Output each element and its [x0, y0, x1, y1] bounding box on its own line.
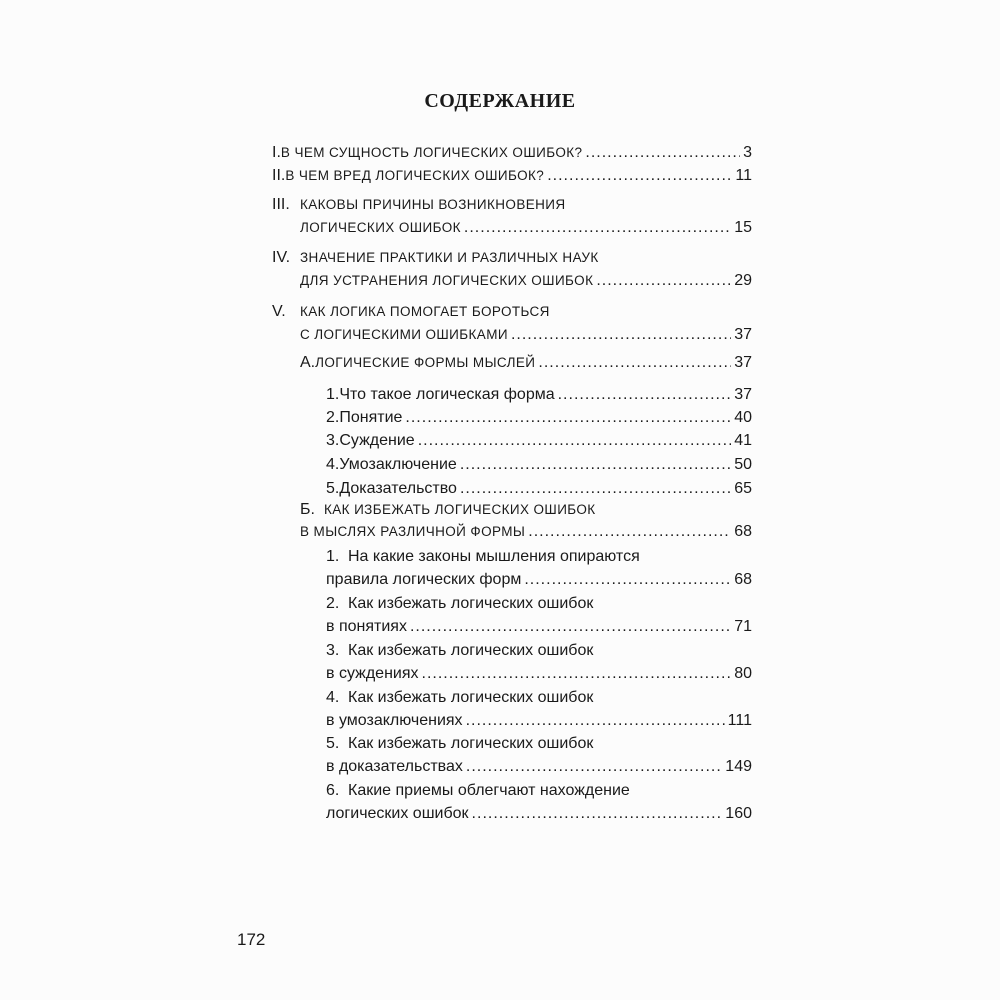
- toc-section-b-line-2: [300, 522, 752, 542]
- toc-subentry-a5: [326, 479, 752, 499]
- entry-title: КАКОВЫ ПРИЧИНЫ ВОЗНИКНОВЕНИЯ: [300, 197, 566, 212]
- entry-page: 149: [725, 758, 752, 775]
- dot-leader: [460, 479, 731, 499]
- dot-leader: [585, 143, 740, 163]
- page-number: 172: [237, 930, 266, 949]
- entry-title-continued: С ЛОГИЧЕСКИМИ ОШИБКАМИ: [300, 327, 508, 342]
- entry-number: V.: [272, 303, 286, 320]
- entry-page: 111: [727, 712, 752, 729]
- entry-page: 29: [734, 272, 752, 289]
- entry-title-continued: в понятиях: [326, 618, 407, 635]
- entry-number: I.: [272, 144, 281, 161]
- toc-subentry-b1-line-1: [326, 547, 752, 567]
- entry-page: 68: [734, 571, 752, 588]
- entry-title: КАК ИЗБЕЖАТЬ ЛОГИЧЕСКИХ ОШИБОК: [324, 502, 596, 517]
- entry-number: 2.: [326, 409, 340, 426]
- entry-number: Б.: [300, 501, 315, 518]
- entry-title: В ЧЕМ ВРЕД ЛОГИЧЕСКИХ ОШИБОК?: [285, 168, 545, 183]
- toc-section-a: [300, 353, 752, 373]
- entry-title: Суждение: [339, 432, 415, 449]
- entry-page: 41: [734, 432, 752, 449]
- toc-subentry-a2: [326, 408, 752, 428]
- entry-number: 1.: [326, 386, 340, 403]
- dot-leader: [538, 353, 731, 373]
- dot-leader: [596, 271, 731, 291]
- page-title: СОДЕРЖАНИЕ: [424, 90, 576, 112]
- entry-title: Понятие: [339, 409, 403, 426]
- toc-subentry-a1: [326, 385, 752, 405]
- entry-title: Умозаключение: [339, 456, 457, 473]
- entry-page: 68: [734, 523, 752, 540]
- entry-number: IV.: [272, 249, 291, 266]
- toc-subentry-b5-line-2: [326, 757, 752, 777]
- entry-title-continued: В МЫСЛЯХ РАЗЛИЧНОЙ ФОРМЫ: [300, 524, 526, 539]
- entry-title-continued: в доказательствах: [326, 758, 463, 775]
- toc-entry-5-line-1: [272, 302, 752, 322]
- entry-title: Доказательство: [339, 480, 457, 497]
- dot-leader: [410, 617, 731, 637]
- entry-page: 37: [734, 326, 752, 343]
- entry-title: Как избежать логических ошибок: [348, 689, 594, 706]
- toc-entry-3-line-1: [272, 195, 752, 215]
- entry-page: 37: [734, 386, 752, 403]
- entry-page: 37: [734, 354, 752, 371]
- toc-subentry-b2-line-1: [326, 594, 752, 614]
- entry-page: 15: [734, 219, 752, 236]
- entry-page: 3: [743, 144, 752, 161]
- toc-entry-2: [272, 166, 752, 186]
- entry-number: 3.: [326, 642, 340, 659]
- entry-page: 160: [725, 805, 752, 822]
- dot-leader: [511, 325, 731, 345]
- entry-title-continued: логических ошибок: [326, 805, 469, 822]
- entry-number: 5.: [326, 735, 340, 752]
- toc-entry-4-line-2: [300, 271, 752, 291]
- entry-title-continued: в суждениях: [326, 665, 419, 682]
- entry-number: 5.: [326, 480, 340, 497]
- entry-title: КАК ЛОГИКА ПОМОГАЕТ БОРОТЬСЯ: [300, 304, 550, 319]
- entry-title: В ЧЕМ СУЩНОСТЬ ЛОГИЧЕСКИХ ОШИБОК?: [280, 145, 583, 160]
- entry-title: Как избежать логических ошибок: [348, 735, 594, 752]
- toc-section-b-line-1: [300, 500, 752, 520]
- entry-number: 1.: [326, 548, 340, 565]
- dot-leader: [524, 570, 731, 590]
- dot-leader: [466, 711, 725, 731]
- entry-number: III.: [272, 196, 290, 213]
- entry-page: 40: [734, 409, 752, 426]
- toc-entry-1: [272, 143, 752, 163]
- dot-leader: [460, 455, 731, 475]
- dot-leader: [418, 431, 732, 451]
- entry-title: Как избежать логических ошибок: [348, 595, 594, 612]
- toc-subentry-b1-line-2: [326, 570, 752, 590]
- dot-leader: [558, 385, 732, 405]
- entry-page: 65: [734, 480, 752, 497]
- toc-subentry-b4-line-2: [326, 711, 752, 731]
- entry-title-continued: в умозаключениях: [326, 712, 463, 729]
- entry-number: 2.: [326, 595, 340, 612]
- dot-leader: [405, 408, 731, 428]
- entry-page: 80: [734, 665, 752, 682]
- toc-subentry-b6-line-2: [326, 804, 752, 824]
- entry-title: ЛОГИЧЕСКИЕ ФОРМЫ МЫСЛЕЙ: [315, 355, 536, 370]
- entry-title-continued: правила логических форм: [326, 571, 522, 588]
- entry-number: 4.: [326, 689, 340, 706]
- entry-page: 11: [735, 167, 752, 184]
- toc-subentry-b3-line-1: [326, 641, 752, 661]
- dot-leader: [547, 166, 732, 186]
- entry-page: 71: [734, 618, 752, 635]
- dot-leader: [422, 664, 732, 684]
- entry-title: Как избежать логических ошибок: [348, 642, 594, 659]
- entry-title: На какие законы мышления опираются: [348, 548, 640, 565]
- entry-number: II.: [272, 167, 286, 184]
- toc-entry-5-line-2: [300, 325, 752, 345]
- dot-leader: [464, 218, 731, 238]
- dot-leader: [528, 522, 731, 542]
- entry-number: 3.: [326, 432, 340, 449]
- entry-title: Что такое логическая форма: [339, 386, 555, 403]
- entry-title-continued: ЛОГИЧЕСКИХ ОШИБОК: [300, 220, 461, 235]
- toc-subentry-b2-line-2: [326, 617, 752, 637]
- toc-entry-4-line-1: [272, 248, 752, 268]
- toc-subentry-b5-line-1: [326, 734, 752, 754]
- dot-leader: [472, 804, 723, 824]
- toc-subentry-b4-line-1: [326, 688, 752, 708]
- entry-title: ЗНАЧЕНИЕ ПРАКТИКИ И РАЗЛИЧНЫХ НАУК: [300, 250, 599, 265]
- toc-subentry-a4: [326, 455, 752, 475]
- toc-entry-3-line-2: [300, 218, 752, 238]
- entry-title: Какие приемы облегчают нахождение: [348, 782, 630, 799]
- entry-number: 6.: [326, 782, 340, 799]
- toc-subentry-b6-line-1: [326, 781, 752, 801]
- dot-leader: [466, 757, 722, 777]
- toc-subentry-b3-line-2: [326, 664, 752, 684]
- entry-number: А.: [300, 354, 316, 371]
- entry-number: 4.: [326, 456, 340, 473]
- entry-title-continued: ДЛЯ УСТРАНЕНИЯ ЛОГИЧЕСКИХ ОШИБОК: [300, 273, 594, 288]
- toc-subentry-a3: [326, 431, 752, 451]
- entry-page: 50: [734, 456, 752, 473]
